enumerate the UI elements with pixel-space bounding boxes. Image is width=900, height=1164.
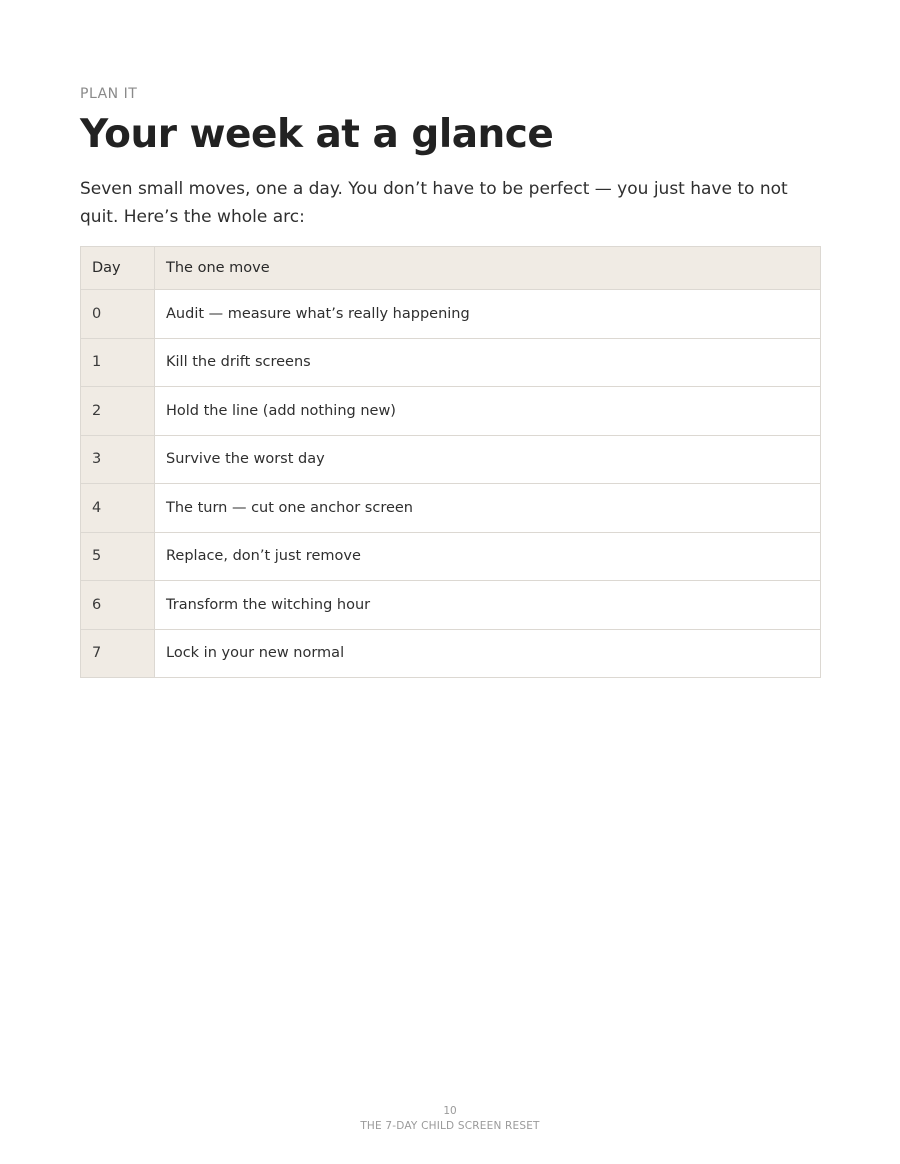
move-cell: The turn — cut one anchor screen [155, 484, 821, 533]
day-cell: 7 [81, 629, 155, 678]
move-cell: Lock in your new normal [155, 629, 821, 678]
table-row [81, 290, 821, 339]
column-header-move: The one move [155, 247, 821, 290]
move-cell: Transform the witching hour [155, 581, 821, 630]
move-cell: Survive the worst day [155, 435, 821, 484]
book-title: THE 7-DAY CHILD SCREEN RESET [360, 1120, 540, 1132]
move-cell: Audit — measure what’s really happening [155, 290, 821, 339]
page-title: Your week at a glance [80, 112, 554, 157]
week-plan-table [80, 246, 821, 678]
table-row [81, 484, 821, 533]
day-cell: 4 [81, 484, 155, 533]
table-row [81, 387, 821, 436]
move-cell: Hold the line (add nothing new) [155, 387, 821, 436]
table-row [81, 338, 821, 387]
section-label: PLAN IT [80, 86, 138, 102]
column-header-day: Day [81, 247, 155, 290]
day-cell: 1 [81, 338, 155, 387]
day-cell: 5 [81, 532, 155, 581]
table-header-row [81, 247, 821, 290]
table-row [81, 581, 821, 630]
table-row [81, 435, 821, 484]
move-cell: Replace, don’t just remove [155, 532, 821, 581]
move-cell: Kill the drift screens [155, 338, 821, 387]
page-number: 10 [443, 1105, 457, 1117]
table-row [81, 532, 821, 581]
day-cell: 3 [81, 435, 155, 484]
intro-paragraph: Seven small moves, one a day. You don’t have to be perfect — you just have to not quit. Here’s the whole arc: [80, 179, 788, 227]
table-row [81, 629, 821, 678]
day-cell: 0 [81, 290, 155, 339]
day-cell: 2 [81, 387, 155, 436]
day-cell: 6 [81, 581, 155, 630]
